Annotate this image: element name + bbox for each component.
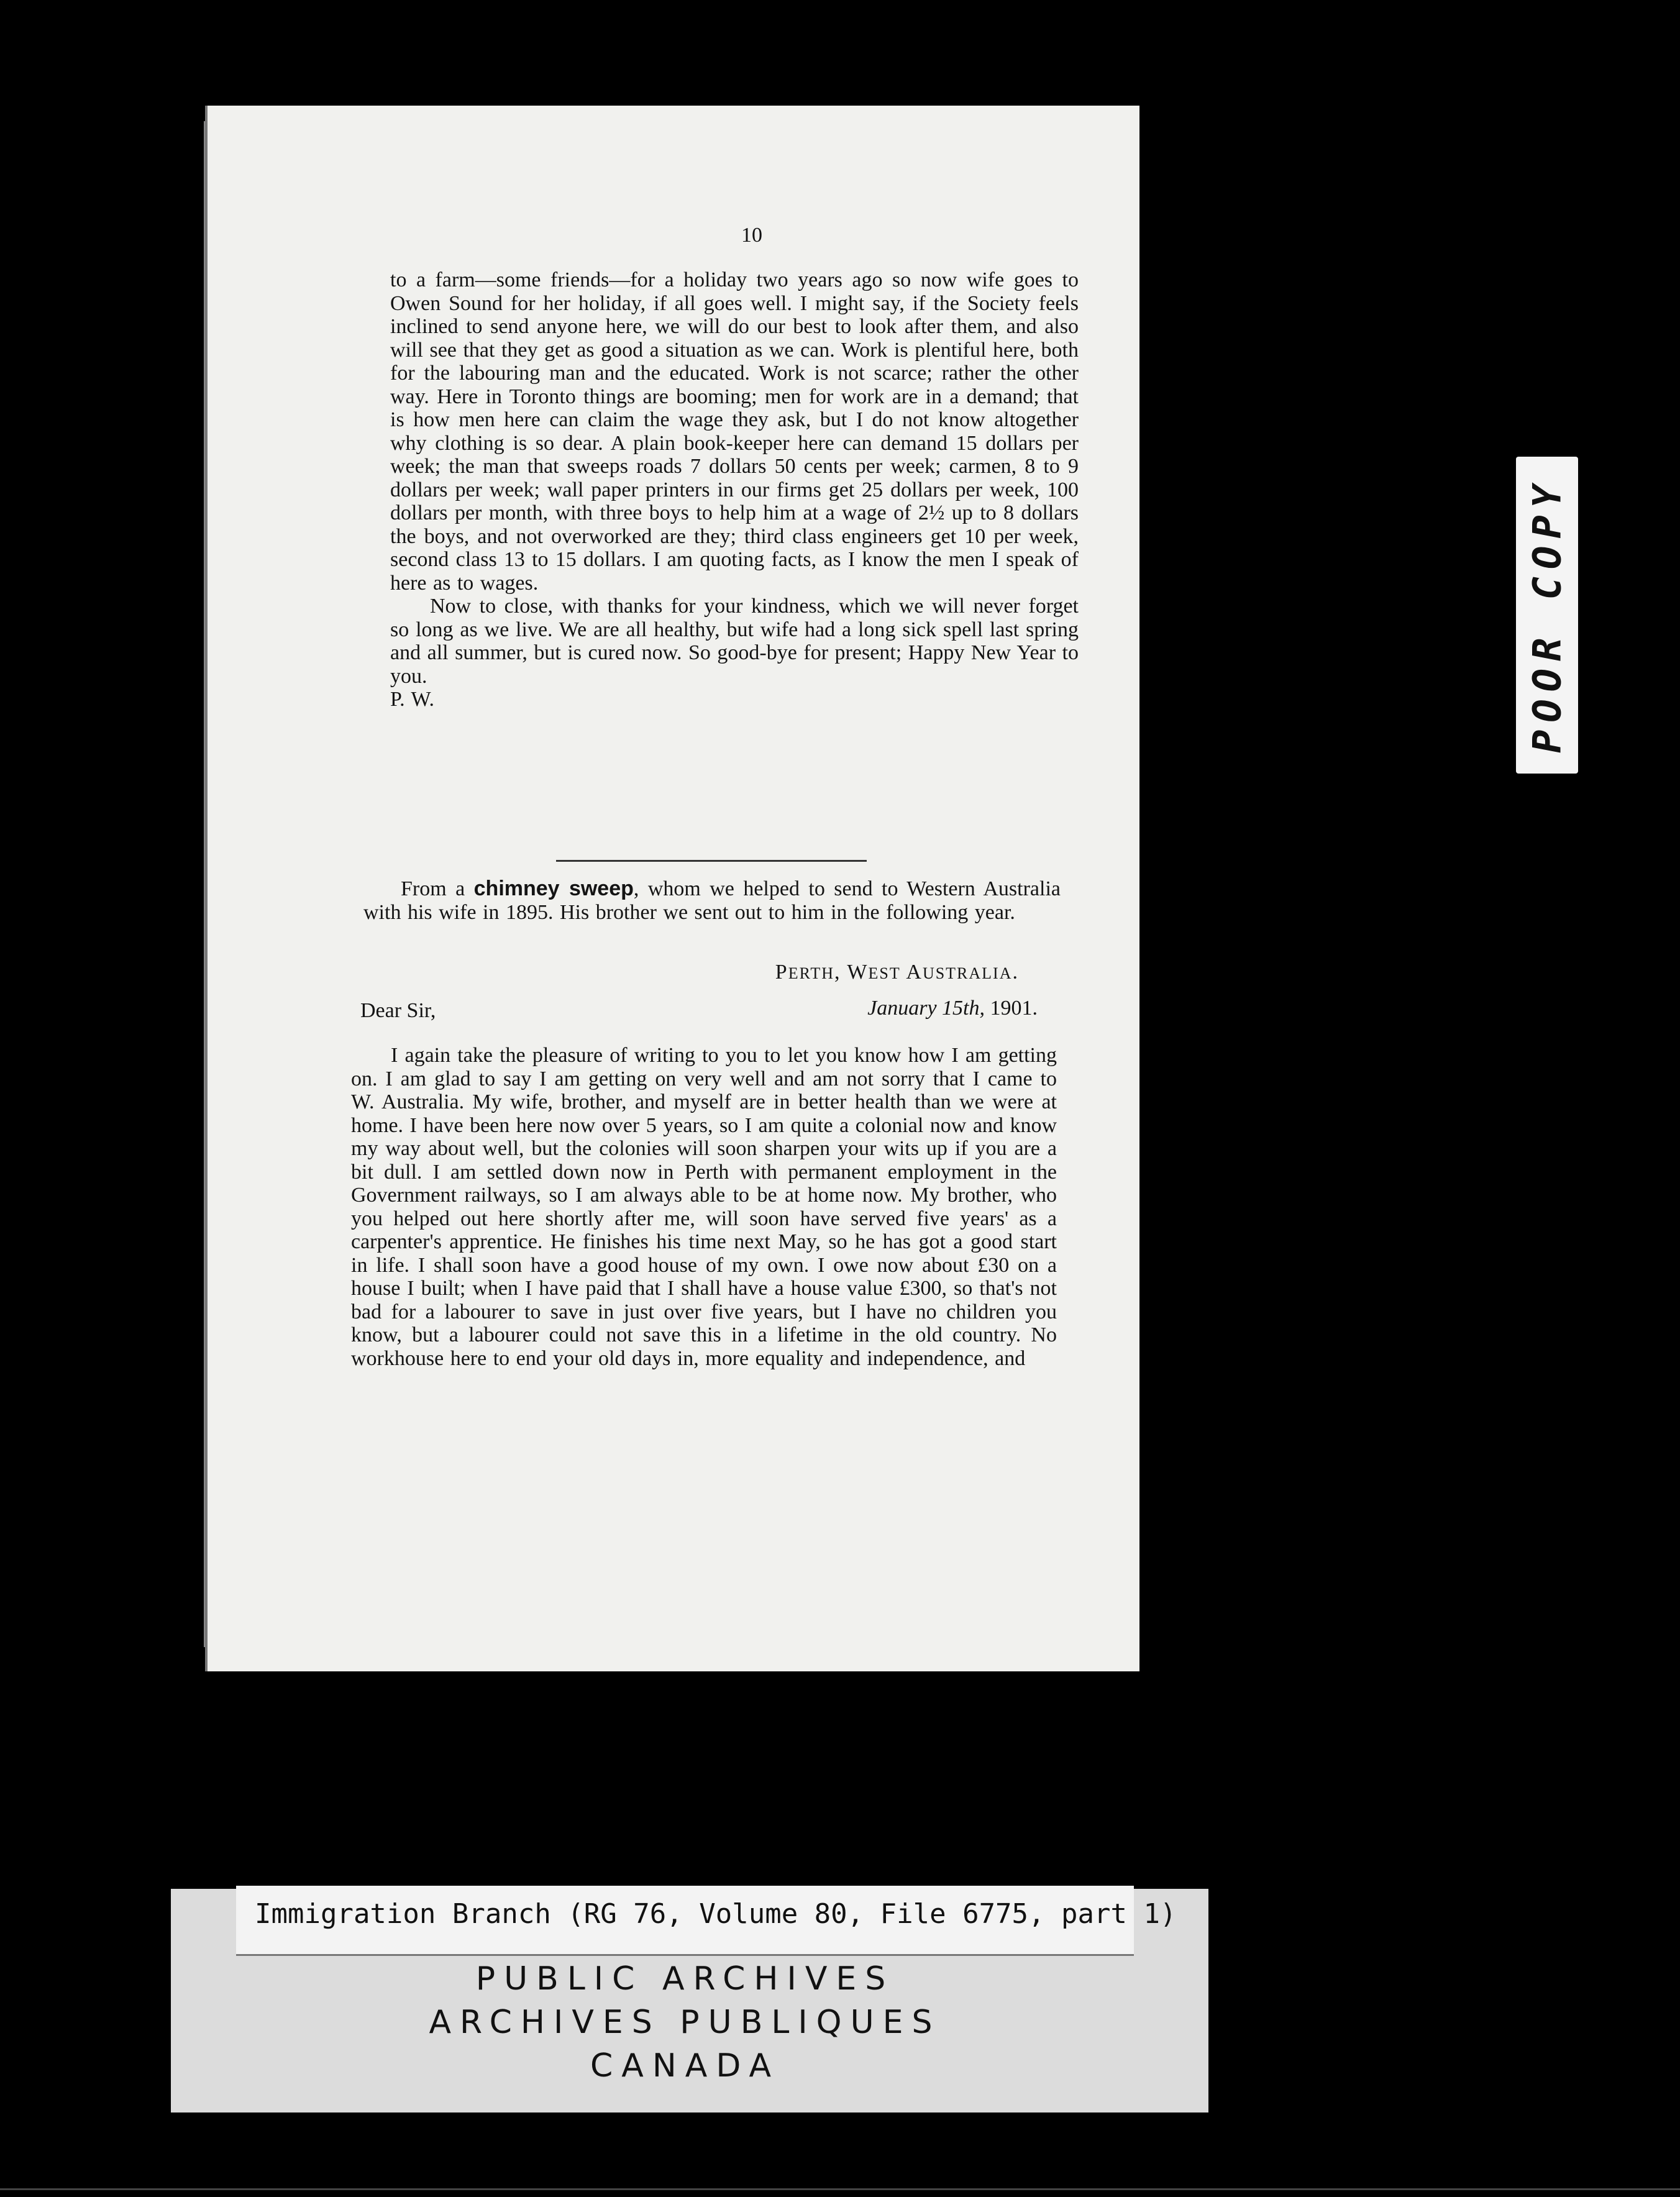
letter-body-1 bbox=[390, 268, 1079, 711]
date-year: 1901. bbox=[990, 997, 1038, 1020]
poor-copy-stamp bbox=[1516, 457, 1578, 774]
letter-body-2: I again take the pleasure of writing to you to let you know how I am getting on. I am glad to say I am getting on very well and am not sorry that I came to W. Australia. My wife, brother, and myself are in better health than we were at home. I have been here now over 5 years, so I am quite a colonial now and know my way about well, but the colonies will soon sharpen your wits up if you are a bit dull. I am settled down now in Perth with permanent employment in the Government railways, so I am always able to be at home now. My brother, who you helped out here shortly after me, will soon have served five years' as a carpenter's apprentice. He finishes his time next May, so he has got a good start in life. I shall soon have a good house of my own. I owe now about £30 on a house I built; when I have paid that I shall have a house value £300, so that's not bad for a labourer to save in just over five years, but I have no children you know, but a labourer could not save this in a lifetime in the old country. No workhouse here to end your old days in, more equality and independence, and bbox=[351, 1044, 1057, 1370]
stamp-text: POOR COPY bbox=[1524, 477, 1570, 753]
place-part: , W bbox=[834, 961, 869, 984]
place-part: USTRALIA bbox=[922, 964, 1013, 982]
signature: P. W. bbox=[390, 688, 434, 711]
place-part: EST bbox=[868, 964, 901, 982]
archive-names bbox=[236, 1957, 1134, 2088]
page-number: 10 bbox=[741, 224, 762, 247]
archive-reference: Immigration Branch (RG 76, Volume 80, File 6775, part 1) bbox=[255, 1898, 1177, 1930]
reference-strip bbox=[236, 1886, 1177, 1956]
letter-date bbox=[621, 997, 1038, 1020]
salutation: Dear Sir, bbox=[360, 999, 436, 1022]
intro-prefix: From a bbox=[401, 877, 465, 900]
intro-paragraph bbox=[363, 877, 1061, 924]
place-part: A bbox=[900, 961, 923, 984]
archive-line-french: ARCHIVES PUBLIQUES bbox=[429, 2004, 941, 2041]
film-edge bbox=[0, 2188, 1680, 2190]
section-divider bbox=[556, 860, 867, 862]
place-part: . bbox=[1012, 961, 1019, 984]
archive-line-english: PUBLIC ARCHIVES bbox=[475, 1960, 895, 1998]
paragraph: Now to close, with thanks for your kindness, which we will never forget so long as we live. We are all healthy, but wife had a long sick spell last spring and all summer, but is cured now. So good-bye for present; Happy New Year to you. bbox=[390, 595, 1079, 688]
archive-line-country: CANADA bbox=[590, 2047, 780, 2085]
place-part: ERTH bbox=[788, 964, 835, 982]
date-day: January 15th, bbox=[867, 997, 985, 1020]
letter-place bbox=[621, 961, 1019, 984]
paragraph: to a farm—some friends—for a holiday two years ago so now wife goes to Owen Sound for her holiday, if all goes well. I might say, if the Society feels inclined to send anyone here, we will do our best to look after them, and also will see that they get as good a situation as we can. Work is plentiful here, both for the labouring man and the educated. Work is not scarce; rather the other way. Here in Toronto things are booming; men for work are in a demand; that is how men here can claim the wage they ask, but I do not know altogether why clothing is so dear. A plain book-keeper here can demand 15 dollars per week; the man that sweeps roads 7 dollars 50 cents per week; carmen, 8 to 9 dollars per week; wall paper printers in our firms get 25 dollars per week, 100 dollars per month, with three boys to help him at a wage of 2½ up to 8 dollars the boys, and not overworked are they; third class engineers get 10 per week, second class 13 to 15 dollars. I am quoting facts, as I know the men I speak of here as to wages. bbox=[390, 268, 1079, 595]
intro-suffix: , whom we helped to send to Western Australia with his wife in 1895. His brother we sent out to him in the following year. bbox=[363, 877, 1061, 924]
intro-bold-phrase: chimney sweep bbox=[473, 877, 634, 900]
place-part: P bbox=[775, 961, 788, 984]
